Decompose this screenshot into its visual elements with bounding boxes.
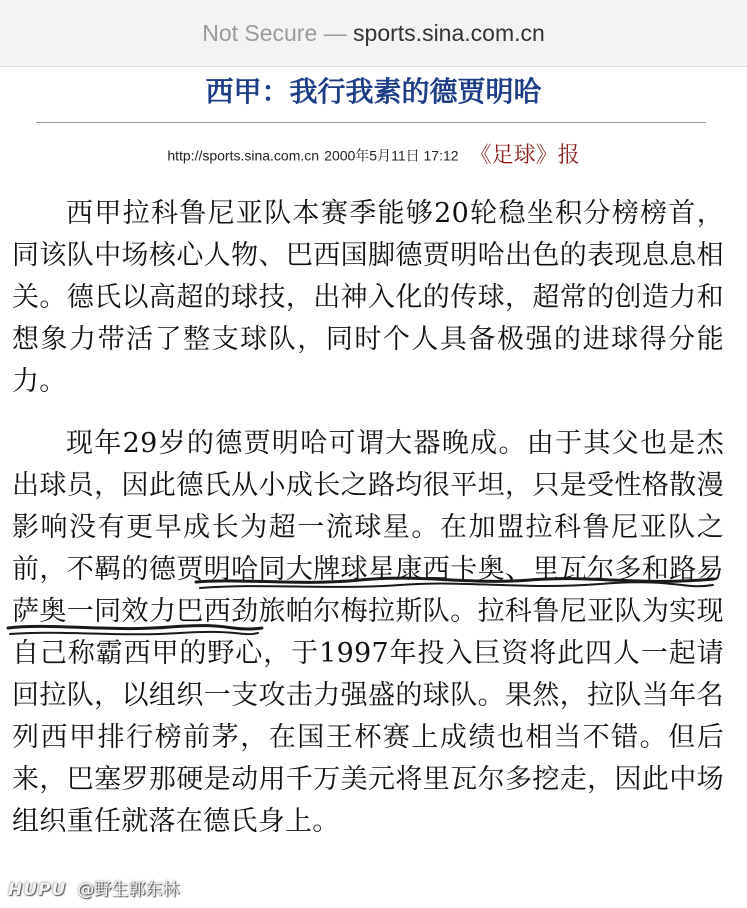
watermark <box>8 878 179 902</box>
title-divider <box>36 122 706 123</box>
publication-link[interactable]: 《足球》报 <box>469 142 580 168</box>
byline <box>0 138 747 173</box>
security-indicator[interactable]: Not Secure <box>202 20 318 46</box>
address-domain[interactable]: sports.sina.com.cn <box>353 20 545 46</box>
publish-date: 2000年5月11日 17:12 <box>324 147 459 164</box>
hupu-logo: HUPU <box>8 880 67 900</box>
address-bar[interactable] <box>0 0 747 67</box>
source-url[interactable]: http://sports.sina.com.cn <box>167 147 320 164</box>
article-paragraph: 西甲拉科鲁尼亚队本赛季能够20轮稳坐积分榜榜首，同该队中场核心人物、巴西国脚德贾明哈出色的表现息息相关。德氏以高超的球技，出神入化的传球，超常的创造力和想象力带活了整支球队，同时个人具备极强的进球得分能力。 <box>12 198 724 397</box>
watermark-username: @野生郭东林 <box>77 880 180 900</box>
address-separator: — <box>323 20 347 46</box>
article-title: 西甲：我行我素的德贾明哈 <box>205 75 542 108</box>
article-paragraph: 现年29岁的德贾明哈可谓大器晚成。由于其父也是杰出球员，因此德氏从小成长之路均很平坦，只是受性格散漫影响没有更早成长为超一流球星。在加盟拉科鲁尼亚队之前，不羁的德贾明哈同大牌球星康西卡奥、里瓦尔多和路易萨奥一同效力巴西劲旅帕尔梅拉斯队。拉科鲁尼亚队为实现自己称霸西甲的野心，于1997年投入巨资将此四人一起请回拉队，以组织一支攻击力强盛的球队。果然，拉队当年名列西甲排行榜前茅，在国王杯赛上成绩也相当不错。但后来，巴塞罗那硬是动用千万美元将里瓦尔多挖走，因此中场组织重任就落在德氏身上。 <box>12 428 724 837</box>
article-body <box>12 193 724 863</box>
